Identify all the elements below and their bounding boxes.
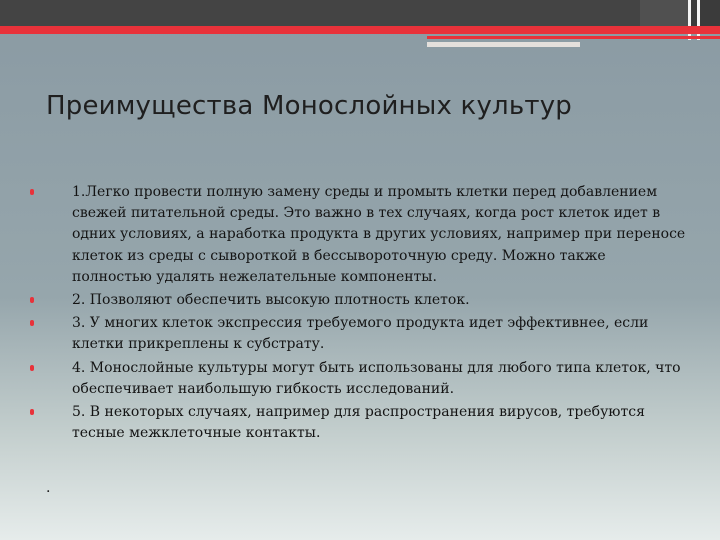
decorative-bar — [427, 42, 580, 47]
bullet-icon — [30, 320, 34, 326]
bullet-text: 4. Монослойные культуры могут быть использованы для любого типа клеток, что обеспечивает наибольшую гибкость исследований. — [72, 359, 681, 397]
bullet-item — [26, 182, 686, 288]
bullet-text: 1.Легко провести полную замену среды и промыть клетки перед добавлением свежей питательной среды. Это важно в тех случаях, когда рост клеток идет в одних условиях, а наработка продукта в других условиях, например при переносе клеток из среды с сывороткой в бессывороточную среду. Можно также полностью удалять нежелательные компоненты. — [72, 184, 686, 285]
header-divider-line — [697, 0, 700, 40]
bullet-item — [26, 290, 686, 311]
accent-stripe — [0, 26, 720, 34]
header-band-right — [688, 0, 720, 26]
bullet-icon — [30, 297, 34, 303]
bullet-text: 5. В некоторых случаях, например для распространения вирусов, требуются тесные межклеточные контакты. — [72, 404, 645, 442]
bullet-item — [26, 402, 686, 444]
bullet-item — [26, 313, 686, 355]
bullet-icon — [30, 365, 34, 371]
header-divider-line — [688, 0, 691, 40]
slide-title: Преимущества Монослойных культур — [46, 91, 573, 121]
header-band — [0, 0, 720, 26]
bullet-text: 3. У многих клеток экспрессия требуемого продукта идет эффективнее, если клетки прикреплены к субстрату. — [72, 315, 649, 353]
bullet-list — [26, 182, 686, 446]
bullet-icon — [30, 409, 34, 415]
bullet-icon — [30, 189, 34, 195]
trailing-mark: . — [46, 480, 51, 496]
bullet-item — [26, 358, 686, 400]
bullet-text: 2. Позволяют обеспечить высокую плотность клеток. — [72, 292, 470, 309]
header-band-left — [0, 0, 640, 26]
header-band-mid — [640, 0, 688, 26]
accent-stripe-thin — [427, 36, 720, 39]
